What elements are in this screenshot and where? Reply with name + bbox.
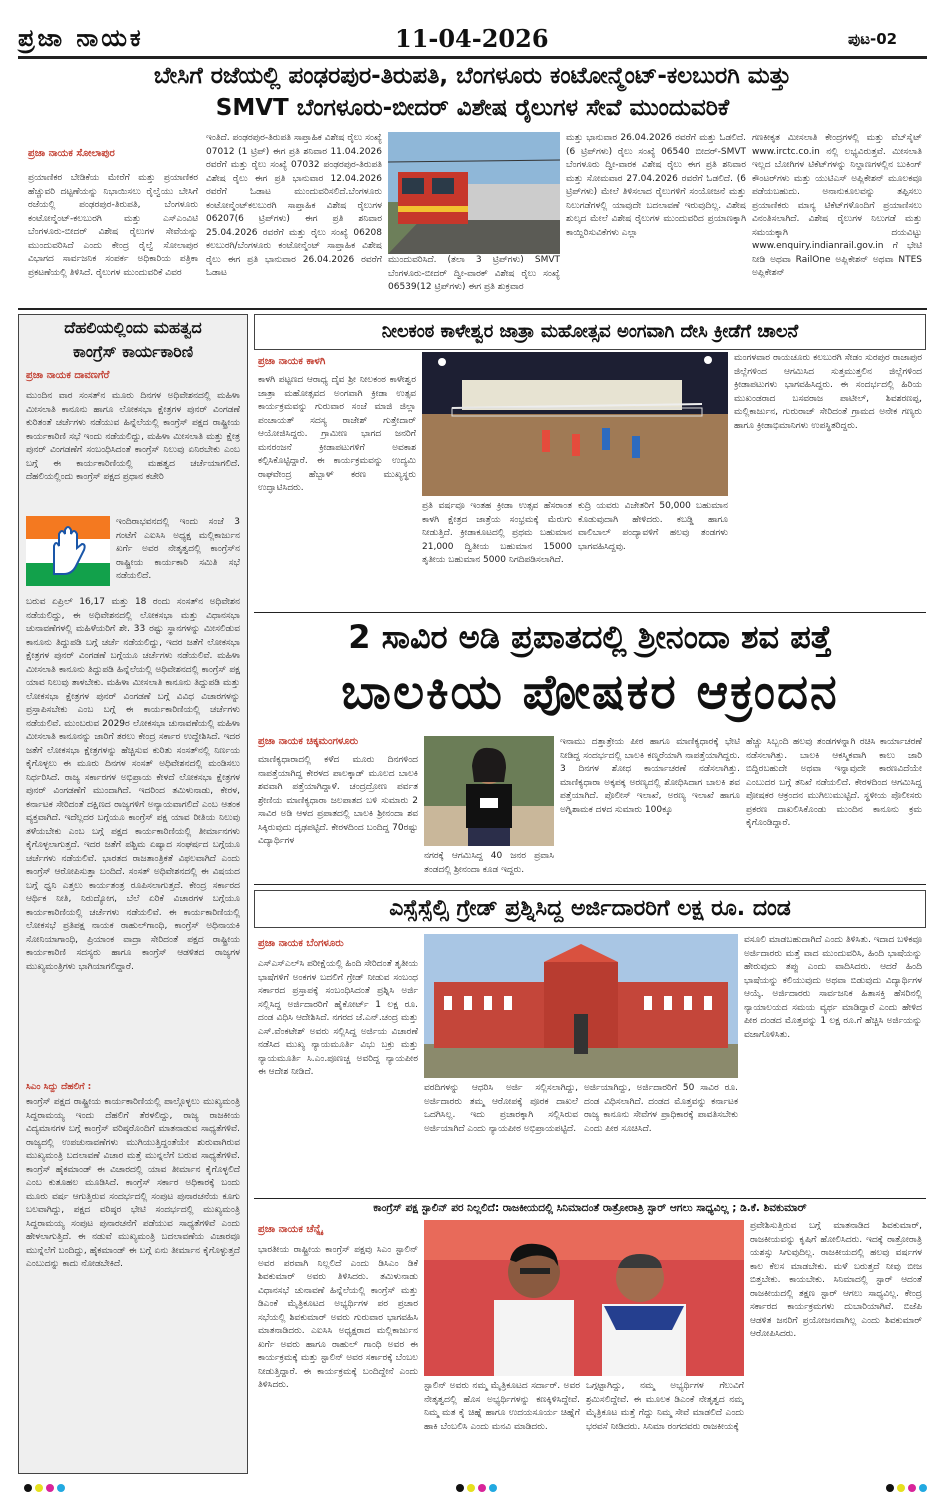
story6-col1: ಭಾರತೀಯ ರಾಷ್ಟ್ರೀಯ ಕಾಂಗ್ರೆಸ್ ಪಕ್ಷವು ಸಿಎಂ ಸ್ಟಾಲಿನ್ ಅವರ ಪರವಾಗಿ ನಿಲ್ಲಲಿದೆ ಎಂದು ಡಿಸಿಎಂ ಡಿಕೆ ಶಿವಕುಮಾರ್ ಅವರು ತಿಳಿಸಿದರು. ತಮಿಳುನಾಡು ವಿಧಾನಸಭೆ ಚುನಾವಣೆ ಹಿನ್ನೆಲೆಯಲ್ಲಿ ಕಾಂಗ್ರೆಸ್ ಮತ್ತು ಡಿಎಂಕೆ ಮೈತ್ರಿಕೂಟದ ಅಭ್ಯರ್ಥಿಗಳ ಪರ ಪ್ರಚಾರ ಸಭೆಯಲ್ಲಿ ಶಿವಕುಮಾರ್ ಅವರು ಗುರುವಾರ ಭಾಗವಹಿಸಿ ಮಾತನಾಡಿದರು. ಎಐಸಿಸಿ ಅಧ್ಯಕ್ಷರಾದ ಮಲ್ಲಿಕಾರ್ಜುನ ಖರ್ಗೆ ಅವರು ಹಾಗೂ ರಾಹುಲ್ ಗಾಂಧಿ ಅವರ ಈ ಕಾರ್ಯಕ್ರಮಕ್ಕೆ ಮತ್ತು ಸ್ಟಾಲಿನ್ ಅವರ ಸರ್ಕಾರಕ್ಕೆ ಬೆಂಬಲ ನೀಡುತ್ತಿದ್ದಾರೆ. ಈ ಕಾರ್ಯಕ್ರಮಕ್ಕೆ ಬಂದಿದ್ದೇನೆ ಎಂದು ತಿಳಿಸಿದರು. — [258, 1245, 418, 1390]
story3-headline: ನೀಲಕಂಠ ಕಾಳೇಶ್ವರ ಜಾತ್ರಾ ಮಹೋತ್ಸವ ಅಂಗವಾಗಿ ದೇಸಿ ಕ್ರೀಡೆಗೆ ಚಾಲನೆ — [381, 321, 799, 342]
story4-bottom-rule — [254, 884, 926, 885]
story2-body: ಬರುವ ಏಪ್ರಿಲ್ 16,17 ಮತ್ತು 18 ರಂದು ಸಂಸತ್‌ನ ಅಧಿವೇಶನ ನಡೆಯಲಿದ್ದು, ಈ ಅಧಿವೇಶನದಲ್ಲಿ ಲೋಕಸಭಾ ಮತ್ತು ವಿಧಾನಸಭಾ ಚುನಾವಣೆಗಳಲ್ಲಿ ಮಹಿಳೆಯರಿಗೆ ಶೇ. 33 ರಷ್ಟು ಸ್ಥಾನಗಳನ್ನು ಮೀಸಲಿಡುವ ಕಾನೂನು ತಿದ್ದುಪಡಿ ಬಗ್ಗೆ ಚರ್ಚೆ ನಡೆಯಲಿದ್ದು, ಇದರ ಜತೆಗೆ ಲೋಕಸಭಾ ಕ್ಷೇತ್ರಗಳ ಪುನರ್ ವಿಂಗಡಣೆ ಬಗ್ಗೆಯೂ ಚರ್ಚೆಗಳು ನಡೆಯಲಿವೆ. ಮಹಿಳಾ ಮೀಸಲಾತಿ ಕಾನೂನು ತಿದ್ದುಪಡಿ ಹಿನ್ನೆಲೆಯಲ್ಲಿ ಅಧಿವೇಶನದಲ್ಲಿ ಕಾಂಗ್ರೆಸ್ ಪಕ್ಷ ಯಾವ ನಿಲುವು ತಾಳಬೇಕು. ಮಹಿಳಾ ಮೀಸಲಾತಿ ಕಾನೂನು ತಿದ್ದುಪಡಿ ಮತ್ತು ಲೋಕಸಭಾ ಕ್ಷೇತ್ರಗಳ ಪುನರ್ ವಿಂಗಡಣೆ ಬಗ್ಗೆ ವಿವಿಧ ವಿಚಾರಗಳನ್ನು ಪ್ರಸ್ತಾಪಿಸಬೇಕು ಎಂಬ ಬಗ್ಗೆ ಈ ಕಾರ್ಯಕಾರಿಣಿಯಲ್ಲಿ ಚರ್ಚೆಗಳು ನಡೆಯಲಿವೆ. ಮುಂಬರುವ 2029ರ ಲೋಕಸಭಾ ಚುನಾವಣೆಯಲ್ಲಿ ಮಹಿಳಾ ಮೀಸಲಾತಿ ಕಾನೂನನ್ನು ಜಾರಿಗೆ ತರಲು ಕೇಂದ್ರ ಸರ್ಕಾರ ಉದ್ದೇಶಿಸಿದೆ. ಇದರ ಜತೆಗೆ ಲೋಕಸಭಾ ಕ್ಷೇತ್ರಗಳನ್ನು ಹೆಚ್ಚಿಸುವ ಕುರಿತು ಸಂಸತ್‌ನಲ್ಲಿ ನಿರ್ಣಯ ಕೈಗೊಳ್ಳಲು ಈ ಮೂರು ದಿನಗಳ ಸಂಸತ್ ಅಧಿವೇಶನದಲ್ಲಿ ಮಂಡಿಸಲು ನಿರ್ಧರಿಸಿದೆ. ರಾಜ್ಯ ಸರ್ಕಾರಗಳ ಅಭಿಪ್ರಾಯ ಕೇಳದೆ ಲೋಕಸಭಾ ಕ್ಷೇತ್ರಗಳ ಪುನರ್ ವಿಂಗಡಣೆಗೆ ಮುಂದಾಗಿದೆ. ಇದರಿಂದ ತಮಿಳುನಾಡು, ಕೇರಳ, ಕರ್ನಾಟಕ ಸೇರಿದಂತೆ ದಕ್ಷಿಣದ ರಾಜ್ಯಗಳಿಗೆ ಅನ್ಯಾಯವಾಗಲಿದೆ ಎಂಬ ಆತಂಕ ವ್ಯಕ್ತವಾಗಿದೆ. ಇದೆಲ್ಲದರ ಬಗ್ಗೆಯೂ ಕಾಂಗ್ರೆಸ್ ಪಕ್ಷ ಯಾವ ರೀತಿಯ ನಿಲುವು ತಳೆಯಬೇಕು ಎಂಬ ಬಗ್ಗೆ ಪಕ್ಷದ ಕಾರ್ಯಕಾರಿಣಿಯಲ್ಲಿ ತೀರ್ಮಾನಗಳು ಕೈಗೊಳ್ಳಲಾಗುತ್ತದೆ. ಇದರ ಜತೆಗೆ ಪಶ್ಚಿಮ ಏಷ್ಯಾದ ಸಂಘರ್ಷದ ಬಗ್ಗೆಯೂ ಚರ್ಚೆಗಳು ನಡೆಯಲಿವೆ. ಭಾರತದ ರಾಜತಾಂತ್ರಿಕತೆ ವಿಫಲವಾಗಿದೆ ಎಂದು ಕಾಂಗ್ರೆಸ್ ಆರೋಪಿಸುತ್ತಾ ಬಂದಿದೆ. ಸಂಸತ್ ಅಧಿವೇಶನದಲ್ಲಿ ಈ ವಿಷಯದ ಬಗ್ಗೆ ಧ್ವನಿ ಎತ್ತಲು ಕಾರ್ಯತಂತ್ರ ರೂಪಿಸಲಾಗುತ್ತದೆ. ಕೇಂದ್ರ ಸರ್ಕಾರದ ಆರ್ಥಿಕ ನೀತಿ, ನಿರುದ್ಯೋಗ, ಬೆಲೆ ಏರಿಕೆ ವಿಚಾರಗಳ ಬಗ್ಗೆಯೂ ಕಾರ್ಯಕಾರಿಣಿಯಲ್ಲಿ ಚರ್ಚೆಗಳು ನಡೆಯಲಿವೆ. ಈ ಕಾರ್ಯಕಾರಿಣಿಯಲ್ಲಿ ಲೋಕಸಭೆ ಪ್ರತಿಪಕ್ಷ ನಾಯಕ ರಾಹುಲ್‌ಗಾಂಧಿ, ಕಾಂಗ್ರೆಸ್ ಅಧಿನಾಯಕಿ ಸೋನಿಯಾಗಾಂಧಿ, ಪ್ರಿಯಾಂಕ ವಾದ್ರಾ ಸೇರಿದಂತೆ ಪಕ್ಷದ ರಾಷ್ಟ್ರೀಯ ಕಾರ್ಯಕಾರಿಣಿ ಸದಸ್ಯರು ಹಾಗೂ ಕಾಂಗ್ರೆಸ್ ಆಡಳಿತದ ರಾಜ್ಯಗಳ ಮುಖ್ಯಮಂತ್ರಿಗಳು ಭಾಗಿಯಾಗಲಿದ್ದಾರೆ. — [26, 597, 240, 972]
story5-col1: ಎಸ್‌ಎಸ್‌ಎಲ್‌ಸಿ ಪರೀಕ್ಷೆಯಲ್ಲಿ ಹಿಂದಿ ಸೇರಿದಂತೆ ತೃತೀಯ ಭಾಷೆಗಳಿಗೆ ಅಂಕಗಳ ಬದಲಿಗೆ ಗ್ರೇಡ್ ನೀಡುವ ಸಂಬಂಧ ಸರ್ಕಾರದ ಪ್ರಸ್ತಾಪಕ್ಕೆ ಸಂಬಂಧಿಸಿದಂತೆ ಪ್ರಶ್ನಿಸಿ ಅರ್ಜಿ ಸಲ್ಲಿಸಿದ್ದ ಅರ್ಜಿದಾರರಿಗೆ ಹೈಕೋರ್ಟ್ 1 ಲಕ್ಷ ರೂ. ದಂಡ ವಿಧಿಸಿ ಆದೇಶಿಸಿದೆ. ನಗರದ ಜೆ.ಎನ್.ಚಂದ್ರ ಮತ್ತು ಎಸ್.ವೆಂಕಟೇಶ್ ಅವರು ಸಲ್ಲಿಸಿದ್ದ ಅರ್ಜಿಯ ವಿಚಾರಣೆ ನಡೆಸಿದ ಮುಖ್ಯ ನ್ಯಾಯಮೂರ್ತಿ ವಿಭು ಬಕ್ರು ಮತ್ತು ನ್ಯಾಯಮೂರ್ತಿ ಸಿ.ಎಂ.ಪೂಣಚ್ಚ ಅವರಿದ್ದ ನ್ಯಾಯಪೀಠ ಈ ಆದೇಶ ನೀಡಿದೆ. — [258, 959, 418, 1077]
girl-photo — [424, 736, 554, 846]
story2-subhead: ಸಿಎಂ ಸಿದ್ದು ದೆಹಲಿಗೆ : — [26, 1082, 92, 1092]
paper-name: ಪ್ರಜಾ ನಾಯಕ — [18, 24, 144, 52]
registration-marks-center — [456, 1484, 497, 1492]
story1-byline: ಪ್ರಜಾ ನಾಯಕ ಸೋಲಾಪುರ — [28, 148, 115, 159]
story5-col4: ವಸೂಲಿ ಮಾಡಬಹುದಾಗಿದೆ ಎಂದು ತಿಳಿಸಿತು. ಇದಾದ ಬಳಿಕವೂ ಅರ್ಜಿದಾರರು ಮತ್ತೆ ವಾದ ಮುಂದುವರಿಸಿ, ಹಿಂದಿ ಭಾಷೆಯನ್ನು ಹೇರುವುದು ತಪ್ಪು ಎಂದು ವಾದಿಸಿದರು. ಆದರೆ ಹಿಂದಿ ಭಾಷೆಯನ್ನು ಕಲಿಯುವುದು ಅಥವಾ ಬಿಡುವುದು ವಿದ್ಯಾರ್ಥಿಗಳ ಆಯ್ಕೆ. ಅರ್ಜಿದಾರರು ಸಾರ್ವಜನಿಕ ಹಿತಾಸಕ್ತಿ ಹೆಸರಿನಲ್ಲಿ ನ್ಯಾಯಾಲಯದ ಸಮಯ ವ್ಯರ್ಥ ಮಾಡಿದ್ದಾರೆ ಎಂದು ಹೇಳಿದ ಪೀಠ ದಂಡದ ಮೊತ್ತವನ್ನು 1 ಲಕ್ಷ ರೂ.ಗೆ ಹೆಚ್ಚಿಸಿ ಅರ್ಜಿಯನ್ನು ವಜಾಗೊಳಿಸಿತು. — [744, 935, 922, 1040]
story3-col3: ಕುದ್ರಿ ಯವರು ವಿಜೇತರಿಗೆ 50,000 ಬಹುಮಾನ ಕೊಡುವುದಾಗಿ ಹೇಳಿದರು. ಕಬಡ್ಡಿ ಹಾಗೂ ವಾಲಿಬಾಲ್ ಪಂದ್ಯಾವಳಿಗೆ ಹಲವು ತಂಡಗಳು ಭಾಗವಹಿಸಿದ್ದವು. — [578, 501, 728, 552]
story4-col1: ಮಾಣಿಕ್ಯಧಾರಾದಲ್ಲಿ ಕಳೆದ ಮೂರು ದಿನಗಳಿಂದ ನಾಪತ್ತೆಯಾಗಿದ್ದ ಕೇರಳದ ಪಾಲಕ್ಕಾಡ್ ಮೂಲದ ಬಾಲಕಿ ಶವವಾಗಿ ಪತ್ತೆಯಾಗಿದ್ದಾಳೆ. ಚಂದ್ರದ್ರೋಣ ಪರ್ವತ ಶ್ರೇಣಿಯ ಮಾಣಿಕ್ಯಧಾರಾ ಜಲಪಾತದ ಬಳಿ ಸುಮಾರು 2 ಸಾವಿರ ಅಡಿ ಆಳದ ಪ್ರಪಾತದಲ್ಲಿ ಬಾಲಕಿ ಶ್ರೀನಂದಾ ಶವ ಸಿಕ್ಕಿರುವುದು ದೃಢಪಟ್ಟಿದೆ. ಕೇರಳದಿಂದ ಬಂದಿದ್ದ 70ರಷ್ಟು ವಿದ್ಯಾರ್ಥಿಗಳ — [258, 755, 418, 846]
train-photo — [388, 132, 560, 254]
story1-col3: ಮುಂದುವರಿಸಿದೆ. (ತಲಾ 3 ಟ್ರಿಪ್‌ಗಳು) SMVT ಬೆಂಗಳೂರು-ಬೀದರ್ ದ್ವೀ-ವಾರಕ್ ವಿಶೇಷ ರೈಲು ಸಂಖ್ಯೆ 06539(12 ಟ್ರಿಪ್‌ಗಳು) ಈಗ ಪ್ರತಿ ಶುಕ್ರವಾರ — [388, 255, 560, 292]
story2-headline-line1: ದೆಹಲಿಯಲ್ಲಿಂದು ಮಹತ್ವದ — [64, 318, 202, 337]
story3-bottom-rule — [254, 612, 926, 613]
story3-col4: ಮಂಗಳವಾರ ರಾಯಚೂರು ಕಲಬುರಗಿ ಸೇಡಂ ಸುರಪುರ ರಾಜಾಪುರ ಜಿಲ್ಲೆಗಳಿಂದ ಆಗಮಿಸಿದ ಸುತ್ತಮುತ್ತಲಿನ ಜಿಲ್ಲೆಗಳಿಂದ ಕ್ರೀಡಾಪಟುಗಳು ಭಾಗವಹಿಸಿದ್ದರು. ಈ ಸಂದರ್ಭದಲ್ಲಿ ಹಿರಿಯ ಮುಖಂಡರಾದ ಬಸವರಾಜ ಪಾಟೀಲ್, ಶಿವಶರಣಪ್ಪ, ಮಲ್ಲಿಕಾರ್ಜುನ, ಗುರುರಾಜ್ ಸೇರಿದಂತೆ ಗ್ರಾಮದ ಅನೇಕ ಗಣ್ಯರು ಹಾಗೂ ಕ್ರೀಡಾಭಿಮಾನಿಗಳು ಉಪಸ್ಥಿತರಿದ್ದರು. — [734, 353, 922, 431]
story2-headline-line2: ಕಾಂಗ್ರೆಸ್ ಕಾರ್ಯಕಾರಿಣಿ — [72, 342, 194, 361]
story3-col1: ಕಾಳಗಿ ಪಟ್ಟಣದ ಆರಾಧ್ಯ ದೈವ ಶ್ರೀ ನೀಲಕಂಠ ಕಾಳೇಶ್ವರ ಜಾತ್ರಾ ಮಹೋತ್ಸವದ ಅಂಗವಾಗಿ ಕ್ರೀಡಾ ಉತ್ಸವ ಕಾರ್ಯಕ್ರಮವನ್ನು ಗುರುವಾರ ಸಂಜೆ ಮಾಜಿ ಜಿಲ್ಲಾ ಪಂಚಾಯತ್ ಸದಸ್ಯ ರಾಜೇಶ್ ಗುತ್ತೇದಾರ್ ಆಯೋಜಿಸಿದ್ದರು. ಗ್ರಾಮೀಣ ಭಾಗದ ಜನರಿಗೆ ಮನರಂಜನೆ ಕ್ರೀಡಾಪಟುಗಳಿಗೆ ಅವಕಾಶ ಕಲ್ಪಿಸಿಕೊಟ್ಟಿದ್ದಾರೆ. ಈ ಕಾರ್ಯಕ್ರಮವನ್ನು ಉದ್ಯಮಿ ರಾಘವೇಂದ್ರ ಹೆಬ್ಬಾಳ್ ಕರಣ ಮುಖ್ಯಸ್ಥರು ಉದ್ಘಾಟಿಸಿದರು. — [258, 375, 416, 493]
story5-col3: ಅರ್ಜಿಯಾಗಿದ್ದು, ಅರ್ಜಿದಾರರಿಗೆ 50 ಸಾವಿರ ರೂ. ದಂಡ ವಿಧಿಸಲಾಗಿದೆ. ದಂಡದ ಮೊತ್ತವನ್ನು ಕರ್ನಾಟಕ ರಾಜ್ಯ ಕಾನೂನು ಸೇವೆಗಳ ಪ್ರಾಧಿಕಾರಕ್ಕೆ ಪಾವತಿಸಬೇಕು ಎಂದು ಪೀಠ ಸೂಚಿಸಿದೆ. — [584, 1083, 738, 1134]
high-court-photo — [424, 934, 738, 1078]
leaders-photo — [424, 1220, 744, 1376]
story6-byline: ಪ್ರಜಾ ನಾಯಕ ಚೆನ್ನೈ — [258, 1224, 323, 1235]
story3-headline-box — [254, 314, 926, 350]
registration-marks-right — [886, 1484, 927, 1492]
story4-col3: ಇನಾಮು ದತ್ತಾತ್ರೇಯ ಪೀಠ ಹಾಗೂ ಮಾಣಿಕ್ಯಧಾರಕ್ಕೆ ಭೇಟಿ ನೀಡಿದ್ದ ಸಂದರ್ಭದಲ್ಲಿ ಬಾಲಕಿ ಕಣ್ಮರೆಯಾಗಿ ನಾಪತ್ತೆಯಾಗಿದ್ದರು. 3 ದಿನಗಳ ಶೋಧ ಕಾರ್ಯಾಚರಣೆ ನಡೆಸಲಾಗಿತ್ತು. ಮಾಣಿಕ್ಯಧಾರಾ ಅಕ್ಕಪಕ್ಕ ಅರಣ್ಯದಲ್ಲಿ ಶೋಧಿಸಿದಾಗ ಬಾಲಕಿ ಶವ ಪತ್ತೆಯಾಗಿದೆ. ಪೊಲೀಸ್ ಇಲಾಖೆ, ಅರಣ್ಯ ಇಲಾಖೆ ಹಾಗೂ ಅಗ್ನಿಶಾಮಕ ದಳದ ಸುಮಾರು 100ಕ್ಕೂ — [560, 737, 740, 815]
story1-col5: ಗಣಕೀಕೃತ ಮೀಸಲಾತಿ ಕೇಂದ್ರಗಳಲ್ಲಿ ಮತ್ತು ವೆಬ್‌ಸೈಟ್ www.irctc.co.in ನಲ್ಲಿ ಲಭ್ಯವಿರುತ್ತವೆ. ಮೀಸಲಾತಿ ಇಲ್ಲದ ಬೋಗಿಗಳ ಟಿಕೆಟ್‌ಗಳನ್ನು ನಿಲ್ದಾಣಗಳಲ್ಲಿನ ಬುಕಿಂಗ್ ಕೌಂಟರ್‌ಗಳು ಮತ್ತು ಯುಟಿಎಸ್ ಅಪ್ಲಿಕೇಶನ್ ಮೂಲಕವೂ ಪಡೆಯಬಹುದು. ಅನಾನುಕೂಲವನ್ನು ತಪ್ಪಿಸಲು ಪ್ರಯಾಣಿಕರು ಮಾನ್ಯ ಟಿಕೆಟ್‌ಗಳೊಂದಿಗೆ ಪ್ರಯಾಣಿಸಲು ವಿನಂತಿಸಲಾಗಿದೆ. ವಿಶೇಷ ರೈಲುಗಳ ನಿಲುಗಡೆ ಮತ್ತು ಸಮಯಕ್ಕಾಗಿ ದಯವಿಟ್ಟು www.enquiry.indianrail.gov.in ಗೆ ಭೇಟಿ ನೀಡಿ ಅಥವಾ RailOne ಅಪ್ಲಿಕೇಶನ್ ಅಥವಾ NTES ಅಪ್ಲಿಕೇಶನ್ — [752, 133, 922, 278]
story5-col2: ವರದಿಗಳನ್ನು ಆಧರಿಸಿ ಅರ್ಜಿ ಸಲ್ಲಿಸಲಾಗಿದ್ದು, ಅರ್ಜಿದಾರರು ತಮ್ಮ ಆರೋಪಕ್ಕೆ ಪೂರಕ ದಾಖಲೆ ಒದಗಿಸಿಲ್ಲ. ಇದು ಪ್ರಚಾರಕ್ಕಾಗಿ ಸಲ್ಲಿಸಿರುವ ಅರ್ಜಿಯಾಗಿದೆ ಎಂದು ನ್ಯಾಯಪೀಠ ಅಭಿಪ್ರಾಯಪಟ್ಟಿದೆ. — [424, 1083, 578, 1134]
volleyball-photo — [422, 352, 728, 496]
story5-headline-box — [254, 890, 926, 928]
story1-headline-line1: ಬೇಸಿಗೆ ರಜೆಯಲ್ಲಿ ಪಂಢರಪುರ-ತಿರುಪತಿ, ಬೆಂಗಳೂರು ಕಂಟೋನ್ಮೆಂಟ್-ಕಲಬುರಗಿ ಮತ್ತು — [153, 63, 792, 89]
story6-headline: ಕಾಂಗ್ರೆಸ್ ಪಕ್ಷ ಸ್ಟಾಲಿನ್ ಪರ ನಿಲ್ಲಲಿದೆ: ರಾಜಕೀಯದಲ್ಲಿ ಸಿನಿಮಾದಂತೆ ರಾತ್ರೋರಾತ್ರಿ ಸ್ಟಾರ್ ಆಗಲು ಸಾಧ್ಯವಿಲ್ಲ ; ಡಿ.ಕೆ. ಶಿವಕುಮಾರ್ — [373, 1202, 807, 1214]
story2-body2: ಕಾಂಗ್ರೆಸ್ ಪಕ್ಷದ ರಾಷ್ಟ್ರೀಯ ಕಾರ್ಯಕಾರಿಣಿಯಲ್ಲಿ ಪಾಲ್ಗೊಳ್ಳಲು ಮುಖ್ಯಮಂತ್ರಿ ಸಿದ್ದರಾಮಯ್ಯ ಇಂದು ದೆಹಲಿಗೆ ತೆರಳಲಿದ್ದು, ರಾಜ್ಯ ರಾಜಕೀಯ ವಿದ್ಯಮಾನಗಳ ಬಗ್ಗೆ ಕಾಂಗ್ರೆಸ್ ವರಿಷ್ಠರೊಂದಿಗೆ ಮಾತನಾಡುವ ಸಾಧ್ಯತೆಗಳಿವೆ. ರಾಜ್ಯದಲ್ಲಿ ಉಪಚುನಾವಣೆಗಳು ಮುಗಿಯುತ್ತಿದ್ದಂತೆಯೇ ಶುರುವಾಗಿರುವ ಮುಖ್ಯಮಂತ್ರಿ ಬದಲಾವಣೆ ವಿಚಾರ ಮತ್ತೆ ಮುನ್ನಲೆಗೆ ಬರುವ ಸಾಧ್ಯತೆಗಳಿವೆ. ಕಾಂಗ್ರೆಸ್ ಹೈಕಮಾಂಡ್ ಈ ವಿಚಾರದಲ್ಲಿ ಯಾವ ತೀರ್ಮಾನ ಕೈಗೊಳ್ಳಲಿದೆ ಎಂಬ ಕುತೂಹಲ ಮೂಡಿಸಿದೆ. ಕಾಂಗ್ರೆಸ್ ಸರ್ಕಾರ ಅಧಿಕಾರಕ್ಕೆ ಬಂದು ಮೂರು ವರ್ಷ ಆಗುತ್ತಿರುವ ಸಂದರ್ಭದಲ್ಲಿ ಸಂಪುಟ ಪುನಾರಚನೆಯ ಕೂಗು ಬಲವಾಗಿದ್ದು, ಪಕ್ಷದ ವರಿಷ್ಠರ ಭೇಟಿ ಸಂದರ್ಭದಲ್ಲಿ ಮುಖ್ಯಮಂತ್ರಿ ಸಿದ್ದರಾಮಯ್ಯ ಸಂಪುಟ ಪುನಾರಚನೆಗೆ ಪಡೆಯುವ ಸಾಧ್ಯತೆಗಳಿವೆ ಎಂದು ಹೇಳಲಾಗುತ್ತಿದೆ. ಈ ನಡುವೆ ಮುಖ್ಯಮಂತ್ರಿ ಬದಲಾವಣೆಯ ವಿಚಾರವೂ ಮುನ್ನೆಲೆಗೆ ಬಂದಿದ್ದು, ಹೈಕಮಾಂಡ್ ಈ ಬಗ್ಗೆ ಏನು ತೀರ್ಮಾನ ಕೈಗೊಳ್ಳುತ್ತದೆ ಎಂಬುದನ್ನು ಕಾದು ನೋಡಬೇಕಿದೆ. — [26, 1097, 240, 1269]
registration-marks-left — [24, 1484, 65, 1492]
story3-col2: ಪ್ರತಿ ವರ್ಷವೂ ಇಂತಹ ಕ್ರೀಡಾ ಉತ್ಸವ ಹೆಸರಾಂತ ಕಾಳಗಿ ಕ್ಷೇತ್ರದ ಜಾತ್ರೆಯ ಸಂಭ್ರಮಕ್ಕೆ ಮೆರುಗು ನೀಡುತ್ತಿದೆ. ಕ್ರೀಡಾಕೂಟದಲ್ಲಿ ಪ್ರಥಮ ಬಹುಮಾನ 21,000 ದ್ವಿತೀಯ ಬಹುಮಾನ 15000 ತೃತೀಯ ಬಹುಮಾನ 5000 ನಿಗದಿಪಡಿಸಲಾಗಿದೆ. — [422, 501, 572, 565]
story4-headline-line1: 2 ಸಾವಿರ ಅಡಿ ಪ್ರಪಾತದಲ್ಲಿ ಶ್ರೀನಂದಾ ಶವ ಪತ್ತೆ — [348, 618, 832, 656]
story2-para1: ಮುಂದಿನ ವಾರ ಸಂಸತ್‌ನ ಮೂರು ದಿನಗಳ ಅಧಿವೇಶನದಲ್ಲಿ ಮಹಿಳಾ ಮೀಸಲಾತಿ ಕಾನೂನು ಹಾಗೂ ಲೋಕಸಭಾ ಕ್ಷೇತ್ರಗಳ ಪುನರ್ ವಿಂಗಡಣೆ ಕುರಿತಂತೆ ಚರ್ಚೆಗಳು ನಡೆಯುವ ಹಿನ್ನೆಲೆಯಲ್ಲಿ ಕಾಂಗ್ರೆಸ್ ಪಕ್ಷದ ರಾಷ್ಟ್ರೀಯ ಕಾರ್ಯಕಾರಿಣಿ ಸಭೆ ಇಂದು ನಡೆಯಲಿದ್ದು, ಮಹಿಳಾ ಮೀಸಲಾತಿ ಮತ್ತು ಕ್ಷೇತ್ರ ಪುನರ್ ವಿಂಗಡಣೆಗೆ ಸಂಬಂಧಿಸಿದಂತೆ ಕಾಂಗ್ರೆಸ್ ನಿಲುವು ಏನಿರಬೇಕು ಎಂಬ ಬಗ್ಗೆ ಈ ಕಾರ್ಯಕಾರಿಣಿಯಲ್ಲಿ ಮಹತ್ವದ ಚರ್ಚೆಯಾಗಲಿದೆ. ದೆಹಲಿಯಲ್ಲಿಂದು ಕಾಂಗ್ರೆಸ್ ಪಕ್ಷದ ಪ್ರಧಾನ ಕಚೇರಿ — [26, 391, 240, 482]
story5-byline: ಪ್ರಜಾ ನಾಯಕ ಬೆಂಗಳೂರು — [258, 938, 344, 949]
story2-byline: ಪ್ರಜಾ ನಾಯಕ ದಾವಣಗೆರೆ — [26, 370, 110, 381]
story5-headline: ಎಸ್ಸೆಸ್ಸೆಲ್ಸಿ ಗ್ರೇಡ್ ಪ್ರಶ್ನಿಸಿದ್ದ ಅರ್ಜಿದಾರರಿಗೆ ಲಕ್ಷ ರೂ. ದಂಡ — [389, 896, 791, 921]
issue-date: 11-04-2026 — [395, 24, 549, 53]
story4-headline-line2: ಬಾಲಕಿಯ ಪೋಷಕರ ಆಕ್ರಂದನ — [341, 664, 839, 720]
story6-col4: ಪ್ರವೇಶಿಸುತ್ತಿರುವ ಬಗ್ಗೆ ಮಾತನಾಡಿದ ಶಿವಕುಮಾರ್, ರಾಜಕೀಯವನ್ನು ಕೃಷಿಗೆ ಹೋಲಿಸಿದರು. ಇದಕ್ಕೆ ರಾತ್ರೋರಾತ್ರಿ ಯಶಸ್ಸು ಸಿಗುವುದಿಲ್ಲ. ರಾಜಕೀಯದಲ್ಲಿ ಹಲವು ವರ್ಷಗಳ ಕಾಲ ಕೆಲಸ ಮಾಡಬೇಕು. ಮಳೆ ಬರುತ್ತದೆ ನೀವು ಬೀಜ ಬಿತ್ತಬೇಕು. ಕಾಯಬೇಕು. ಸಿನಿಮಾದಲ್ಲಿ ಸ್ಟಾರ್ ಆದಂತೆ ರಾಜಕೀಯದಲ್ಲಿ ತಕ್ಷಣ ಸ್ಟಾರ್ ಆಗಲು ಸಾಧ್ಯವಿಲ್ಲ. ಕೇಂದ್ರ ಸರ್ಕಾರದ ಕಾರ್ಯಕ್ರಮಗಳು ದುಬಾರಿಯಾಗಿವೆ. ಬಿಜೆಪಿ ಆಡಳಿತ ಜನರಿಗೆ ಪ್ರಯೋಜನವಾಗಿಲ್ಲ ಎಂದು ಶಿವಕುಮಾರ್ ಆರೋಪಿಸಿದರು. — [750, 1221, 922, 1339]
story1-col2: ಇಂತಿದೆ. ಪಂಢರಪುರ-ತಿರುಪತಿ ಸಾಪ್ತಾಹಿಕ ವಿಶೇಷ ರೈಲು ಸಂಖ್ಯೆ 07012 (1 ಟ್ರಿಪ್) ಈಗ ಪ್ರತಿ ಶನಿವಾರ 11.04.2026 ರವರೆಗೆ ಮತ್ತು ರೈಲು ಸಂಖ್ಯೆ 07032 ಪಂಢರಪುರ-ತಿರುಪತಿ ವಿಶೇಷ ರೈಲು ಈಗ ಪ್ರತಿ ಭಾನುವಾರ 12.04.2026 ರವರೆಗೆ ಓಡಾಟ ಮುಂದುವರಿಸಲಿದೆ.ಬೆಂಗಳೂರು ಕಂಟೋನ್ಮೆಂಟ್‌ಕಲಬುರಗಿ ಸಾಪ್ತಾಹಿಕ ವಿಶೇಷ ರೈಲುಗಳ 06207(6 ಟ್ರಿಪ್‌ಗಳು) ಈಗ ಪ್ರತಿ ಶನಿವಾರ 25.04.2026 ರವರೆಗೆ ಮತ್ತು ರೈಲು ಸಂಖ್ಯೆ 06208 ಕಲಬುರಗಿ/ಬೆಂಗಳೂರು ಕಂಟೋನ್ಮೆಂಟ್ ಸಾಪ್ತಾಹಿಕ ವಿಶೇಷ ರೈಲು ಈಗ ಪ್ರತಿ ಭಾನುವಾರ 26.04.2026 ರವರೆಗೆ ಓಡಾಟ — [206, 133, 382, 278]
story5-bottom-rule — [254, 1198, 926, 1199]
story1-headline-line2: SMVT ಬೆಂಗಳೂರು-ಬೀದರ್ ವಿಶೇಷ ರೈಲುಗಳ ಸೇವೆ ಮುಂದುವರಿಕೆ — [215, 95, 730, 121]
story2-para2: ಇಂದಿರಾಭವನದಲ್ಲಿ ಇಂದು ಸಂಜೆ 3 ಗಂಟೆಗೆ ಎಐಸಿಸಿ ಅಧ್ಯಕ್ಷ ಮಲ್ಲಿಕಾರ್ಜುನ ಖರ್ಗೆ ಅವರ ನೇತೃತ್ವದಲ್ಲಿ ಕಾಂಗ್ರೆಸ್‌ನ ರಾಷ್ಟ್ರೀಯ ಕಾರ್ಯಕಾರಿ ಸಮಿತಿ ಸಭೆ ನಡೆಯಲಿದೆ. — [116, 517, 240, 581]
story6-col2: ಸ್ಟಾಲಿನ್ ಅವರು ನಮ್ಮ ಮೈತ್ರಿಕೂಟದ ಸರ್ದಾರ್. ಅವರ ನೇತೃತ್ವದಲ್ಲಿ ಹೊಸ ಅಭ್ಯರ್ಥಿಗಳನ್ನು ಕಣಕ್ಕಿಳಿಸಿದ್ದೇವೆ. ನಿಮ್ಮ ಮತ ಕೈ ಚಿಹ್ನೆ ಹಾಗೂ ಉದಯಸೂರ್ಯ ಚಿಹ್ನೆಗೆ ಹಾಕಿ ಬೆಂಬಲಿಸಿ ಎಂದು ಮನವಿ ಮಾಡಿದರು. — [424, 1381, 580, 1432]
story4-col2: ನಗರಕ್ಕೆ ಆಗಮಿಸಿದ್ದ 40 ಜನರ ಪ್ರವಾಸಿ ತಂಡದಲ್ಲಿ ಶ್ರೀನಂದಾ ಕೂಡ ಇದ್ದರು. — [424, 851, 554, 875]
story3-byline: ಪ್ರಜಾ ನಾಯಕ ಕಾಳಗಿ — [258, 356, 326, 367]
story1-col1: ಪ್ರಯಾಣಿಕರ ಬೇಡಿಕೆಯ ಮೇರೆಗೆ ಮತ್ತು ಪ್ರಯಾಣಿಕರ ಹೆಚ್ಚುವರಿ ದಟ್ಟಣೆಯನ್ನು ನಿಭಾಯಿಸಲು ರೈಲ್ವೆಯು ಬೇಸಿಗೆ ರಜೆಯಲ್ಲಿ ಪಂಢರಪುರ-ತಿರುಪತಿ, ಬೆಂಗಳೂರು ಕಂಟೋನ್ಮೆಂಟ್-ಕಲಬುರಗಿ ಮತ್ತು ಎಸ್‌ಎಂವಿಟಿ ಬೆಂಗಳೂರು-ಬೀದರ್ ವಿಶೇಷ ರೈಲುಗಳ ಸೇವೆಯನ್ನು ಮುಂದುವರಿಸಿದೆ ಎಂದು ಕೇಂದ್ರ ರೈಲ್ವೆ ಸೋಲಾಪುರ ವಿಭಾಗದ ಸಾರ್ವಜನಿಕ ಸಂಪರ್ಕ ಅಧಿಕಾರಿಯ ಪತ್ರಿಕಾ ಪ್ರಕಟಣೆಯಲ್ಲಿ ತಿಳಿಸಿದೆ. ರೈಲುಗಳ ಮುಂದುವರಿಕೆ ವಿವರ — [28, 173, 198, 278]
story4-col4: ಹೆಚ್ಚು ಸಿಬ್ಬಂದಿ ಹಲವು ತಂಡಗಳನ್ನಾಗಿ ರಚಿಸಿ ಕಾರ್ಯಾಚರಣೆ ನಡೆಸಲಾಗಿತ್ತು. ಬಾಲಕಿ ಆಕಸ್ಮಿಕವಾಗಿ ಕಾಲು ಜಾರಿ ಬಿದ್ದಿರಬಹುದೇ ಅಥವಾ ಇನ್ನಾವುದೇ ಕಾರಣವಿದೆಯೇ ಎಂಬುದರ ಬಗ್ಗೆ ತನಿಖೆ ನಡೆಯಲಿದೆ. ಕೇರಳದಿಂದ ಆಗಮಿಸಿದ್ದ ಪೋಷಕರ ಆಕ್ರಂದನ ಮುಗಿಲುಮುಟ್ಟಿದೆ. ಸ್ಥಳೀಯ ಪೊಲೀಸರು ಪ್ರಕರಣ ದಾಖಲಿಸಿಕೊಂಡು ಮುಂದಿನ ಕಾನೂನು ಕ್ರಮ ಕೈಗೊಂಡಿದ್ದಾರೆ. — [746, 737, 922, 828]
story4-byline: ಪ್ರಜಾ ನಾಯಕ ಚಿಕ್ಕಮಂಗಳೂರು — [258, 736, 359, 747]
congress-hand-logo — [26, 516, 110, 586]
story1-bottom-rule — [18, 308, 927, 310]
page-number: ಪುಟ-02 — [848, 30, 898, 48]
masthead-rule — [18, 56, 927, 59]
story6-col3: ಒಗ್ಗಟ್ಟಾಗಿದ್ದು, ನಮ್ಮ ಅಭ್ಯರ್ಥಿಗಳ ಗೆಲುವಿಗೆ ಶ್ರಮಿಸಲಿದ್ದೇವೆ. ಈ ಮೂಲಕ ಡಿಎಂಕೆ ನೇತೃತ್ವದ ನಮ್ಮ ಮೈತ್ರಿಕೂಟ ಮತ್ತೆ ಗೆದ್ದು ನಿಮ್ಮ ಸೇವೆ ಮಾಡಲಿದೆ ಎಂದು ಭರವಸೆ ನೀಡಿದರು. ಸಿನಿಮಾ ರಂಗದವರು ರಾಜಕೀಯಕ್ಕೆ — [586, 1381, 744, 1432]
story1-col4: ಮತ್ತು ಭಾನುವಾರ 26.04.2026 ರವರೆಗೆ ಮತ್ತು ಓಡಲಿದೆ. (6 ಟ್ರಿಪ್‌ಗಳು) ರೈಲು ಸಂಖ್ಯೆ 06540 ಬೀದರ್-SMVT ಬೆಂಗಳೂರು ದ್ವೀ-ವಾರಕ ವಿಶೇಷ ರೈಲು ಈಗ ಪ್ರತಿ ಶನಿವಾರ ಮತ್ತು ಸೋಮವಾರ 27.04.2026 ರವರೆಗೆ ಓಡಲಿದೆ. (6 ಟ್ರಿಪ್‌ಗಳು) ಮೇಲೆ ತಿಳಿಸಲಾದ ರೈಲುಗಳಿಗೆ ಸಂಯೋಜನೆ ಮತ್ತು ನಿಲುಗಡೆಗಳಲ್ಲಿ ಯಾವುದೇ ಬದಲಾವಣೆ ಇರುವುದಿಲ್ಲ. ವಿಶೇಷ ಶುಲ್ಕದ ಮೇಲೆ ವಿಶೇಷ ರೈಲುಗಳ ಮುಂದುವರಿದ ಪ್ರಯಾಣಕ್ಕಾಗಿ ಕಾಯ್ದಿರಿಸುವಿಕೆಗಳು ಎಲ್ಲಾ — [566, 133, 746, 238]
